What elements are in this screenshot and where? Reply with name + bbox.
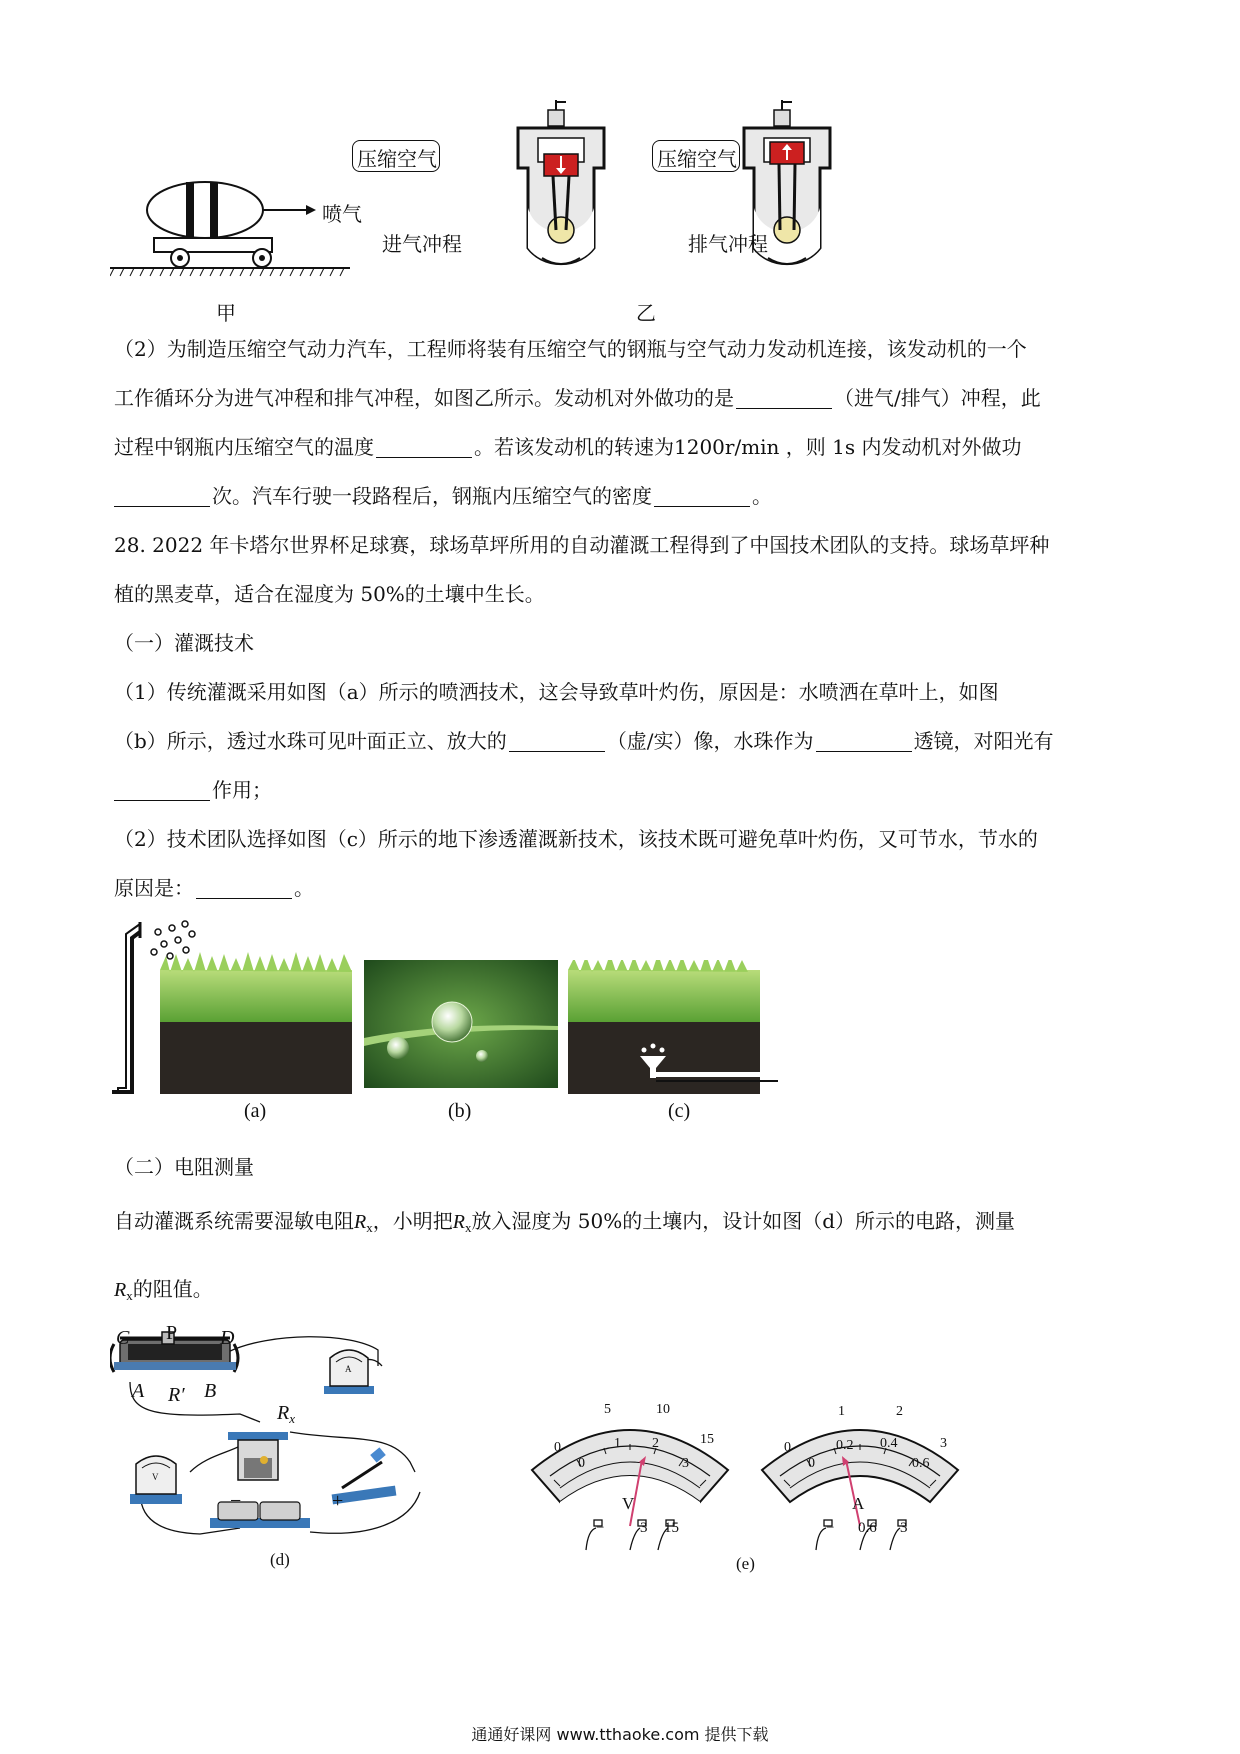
a-top-tick: 0 — [784, 1440, 791, 1455]
a-top-tick: 3 — [940, 1436, 947, 1451]
q28-p1-line1: （1）传统灌溉采用如图（a）所示的喷洒技术，这会导致草叶灼伤，原因是：水喷洒在草叶上，如图 — [114, 680, 999, 704]
v-top-tick: 5 — [604, 1402, 611, 1417]
caption-e: (e) — [736, 1554, 755, 1573]
a-top-tick: 1 — [838, 1404, 845, 1419]
a-terminal: 0.6 — [858, 1520, 877, 1536]
label-Rx: $R_x$ — [277, 1402, 295, 1426]
q28-line1: 28. 2022 年卡塔尔世界杯足球赛，球场草坪所用的自动灌溉工程得到了中国技术团队的支持。球场草坪种 — [114, 533, 1050, 557]
answer-blank[interactable] — [114, 486, 210, 507]
figure-e-meters — [530, 1400, 980, 1570]
label-D: D — [220, 1327, 235, 1349]
svg-text:A: A — [345, 1364, 352, 1374]
v-terminal: 15 — [664, 1520, 679, 1536]
answer-blank[interactable] — [736, 388, 832, 409]
engine-exhaust-figure — [734, 98, 844, 288]
answer-blank[interactable] — [196, 878, 292, 899]
engine1-label: 压缩空气 — [357, 147, 437, 171]
answer-blank[interactable] — [114, 780, 210, 801]
a-unit: A — [852, 1494, 865, 1513]
a-bot-tick: 0 — [808, 1456, 815, 1471]
q2-line4: 次。汽车行驶一段路程后，钢瓶内压缩空气的密度 。 — [114, 481, 1124, 511]
q28-p1-line2: （b）所示，透过水珠可见叶面正立、放大的 （虚/实）像，水珠作为 透镜，对阳光有 — [114, 729, 1054, 753]
engine2-label: 压缩空气 — [657, 147, 737, 171]
engine2-stroke: 排气冲程 — [688, 232, 768, 256]
q2-line3: 过程中钢瓶内压缩空气的温度 。若该发动机的转速为1200r/min ，则 1s 内发动机对外做功 — [114, 435, 1022, 459]
figure-jia-label: 甲 — [216, 301, 236, 325]
q2-line1: （2）为制造压缩空气动力汽车，工程师将装有压缩空气的钢瓶与空气动力发动机连接，该发动机的一个 — [114, 337, 1027, 361]
q28-p2-line1: （2）技术团队选择如图（c）所示的地下渗透灌溉新技术，该技术既可避免草叶灼伤，又可节水，节水的 — [114, 827, 1038, 851]
answer-blank[interactable] — [509, 731, 605, 752]
v-top-tick: 15 — [700, 1432, 714, 1447]
section-resistance: （二）电阻测量 — [114, 1155, 254, 1179]
a-bot-tick: 0.4 — [880, 1436, 898, 1451]
v-bot-tick: 1 — [614, 1436, 621, 1451]
v-bot-tick: 2 — [652, 1436, 659, 1451]
label-minus: − — [230, 1490, 242, 1512]
caption-a: (a) — [244, 1100, 267, 1122]
q28-p1-line3: 作用； — [114, 775, 1124, 805]
answer-blank[interactable] — [816, 731, 912, 752]
measure-line1: 自动灌溉系统需要湿敏电阻$R_x$，小明把$R_x$放入湿度为 50%的土壤内，设计如图（d）所示的电路，测量 — [114, 1209, 1016, 1235]
a-terminal: − — [826, 1520, 835, 1536]
label-R-prime: R′ — [168, 1384, 185, 1406]
figure-a-sprinkler — [110, 920, 360, 1095]
a-bot-tick: 0.6 — [912, 1456, 930, 1471]
figure-d-circuit — [110, 1322, 470, 1562]
label-P: P — [166, 1322, 178, 1344]
section-irrigation: （一）灌溉技术 — [114, 631, 254, 655]
caption-d: (d) — [270, 1550, 290, 1569]
q28-p2-line2: 原因是： 。 — [114, 876, 314, 900]
answer-blank[interactable] — [654, 486, 750, 507]
v-top-tick: 10 — [656, 1402, 670, 1417]
caption-c: (c) — [668, 1100, 691, 1122]
figure-yi-label: 乙 — [636, 301, 656, 325]
v-terminal: − — [596, 1520, 605, 1536]
spray-label: 喷气 — [322, 202, 362, 226]
label-B: B — [204, 1380, 217, 1402]
q2-line2: 工作循环分为进气冲程和排气冲程，如图乙所示。发动机对外做功的是 （进气/排气）冲程，此 — [114, 386, 1041, 410]
a-top-tick: 2 — [896, 1404, 903, 1419]
a-terminal: 3 — [900, 1520, 908, 1536]
engine-intake-figure — [508, 98, 618, 288]
v-unit: V — [622, 1494, 635, 1513]
label-plus: + — [332, 1490, 344, 1512]
label-A: A — [132, 1380, 145, 1402]
v-bot-tick: 0 — [578, 1456, 585, 1471]
measure-line2: $R_x$的阻值。 — [114, 1277, 213, 1303]
engine1-stroke: 进气冲程 — [382, 232, 462, 256]
q28-line2: 植的黑麦草，适合在湿度为 50%的土壤中生长。 — [114, 582, 545, 606]
svg-text:V: V — [152, 1472, 159, 1482]
v-bot-tick: 3 — [682, 1456, 689, 1471]
v-terminal: 3 — [640, 1520, 648, 1536]
a-bot-tick: 0.2 — [836, 1438, 854, 1453]
answer-blank[interactable] — [376, 437, 472, 458]
figure-c-underground — [568, 960, 782, 1095]
label-C: C — [116, 1327, 130, 1349]
figure-b-water-drop — [364, 960, 558, 1088]
page-footer: 通通好课网 www.tthaoke.com 提供下载 — [471, 1725, 769, 1744]
caption-b: (b) — [448, 1100, 472, 1122]
v-top-tick: 0 — [554, 1440, 561, 1455]
